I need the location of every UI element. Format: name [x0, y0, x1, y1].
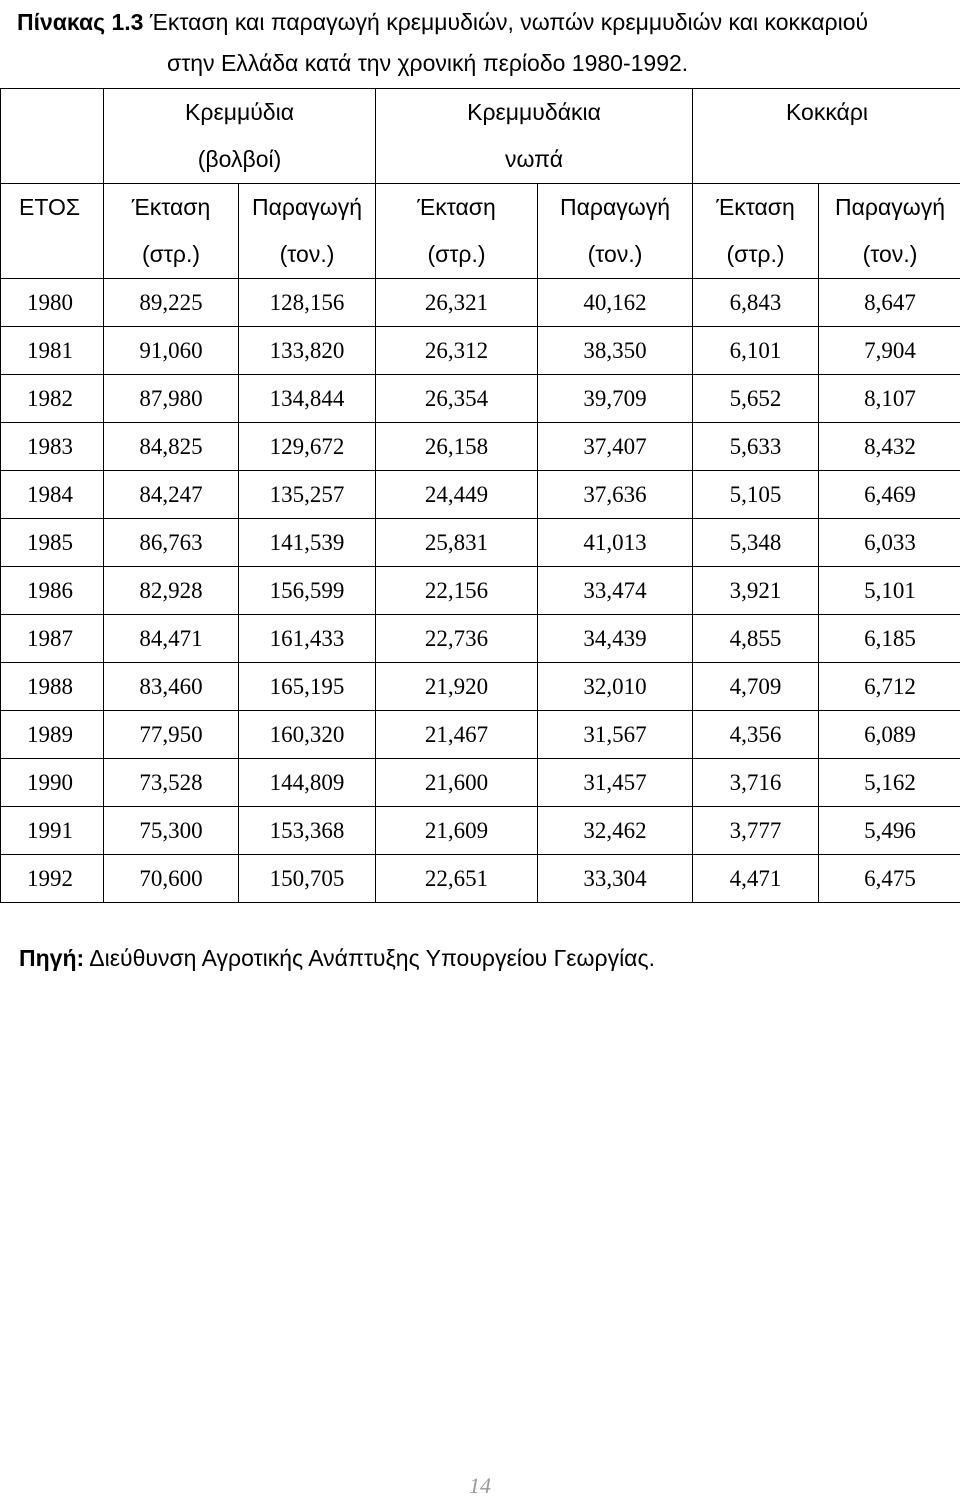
value-cell: 25,831 [376, 519, 538, 567]
table-row [1, 759, 960, 807]
value-cell: 6,089 [819, 711, 960, 759]
value-cell: 160,320 [239, 711, 376, 759]
value-cell: 150,705 [239, 855, 376, 903]
table-body [1, 279, 960, 903]
table-row [1, 327, 960, 375]
value-cell: 135,257 [239, 471, 376, 519]
value-cell: 6,843 [693, 279, 819, 327]
value-cell: 161,433 [239, 615, 376, 663]
value-cell: 84,471 [104, 615, 239, 663]
empty-header-cell [1, 89, 104, 184]
value-cell: 22,156 [376, 567, 538, 615]
value-cell: 39,709 [538, 375, 693, 423]
caption-label: Πίνακας 1.3 [17, 9, 144, 35]
caption-line2: στην Ελλάδα κατά την χρονική περίοδο 1980-1992. [167, 50, 689, 76]
value-cell: 3,777 [693, 807, 819, 855]
value-cell: 34,439 [538, 615, 693, 663]
value-cell: 133,820 [239, 327, 376, 375]
value-cell: 156,599 [239, 567, 376, 615]
value-cell: 21,609 [376, 807, 538, 855]
value-cell: 4,709 [693, 663, 819, 711]
value-cell: 4,471 [693, 855, 819, 903]
value-cell: 6,469 [819, 471, 960, 519]
value-cell: 37,407 [538, 423, 693, 471]
value-cell: 22,736 [376, 615, 538, 663]
year-cell: 1992 [1, 855, 104, 903]
value-cell: 22,651 [376, 855, 538, 903]
sub-header-area: Έκταση (στρ.) [376, 184, 538, 279]
value-cell: 91,060 [104, 327, 239, 375]
production-table [0, 88, 960, 903]
value-cell: 129,672 [239, 423, 376, 471]
value-cell: 26,312 [376, 327, 538, 375]
value-cell: 82,928 [104, 567, 239, 615]
value-cell: 4,356 [693, 711, 819, 759]
value-cell: 26,354 [376, 375, 538, 423]
value-cell: 38,350 [538, 327, 693, 375]
table-row [1, 663, 960, 711]
table-row [1, 711, 960, 759]
sub-header-production: Παραγωγή (τον.) [239, 184, 376, 279]
table-row [1, 807, 960, 855]
group-header-onions: Κρεμμύδια (βολβοί) [104, 89, 376, 184]
value-cell: 33,474 [538, 567, 693, 615]
value-cell: 5,633 [693, 423, 819, 471]
value-cell: 3,716 [693, 759, 819, 807]
value-cell: 5,105 [693, 471, 819, 519]
sub-header-area: Έκταση (στρ.) [104, 184, 239, 279]
value-cell: 5,652 [693, 375, 819, 423]
year-cell: 1991 [1, 807, 104, 855]
value-cell: 32,010 [538, 663, 693, 711]
value-cell: 31,567 [538, 711, 693, 759]
group-header-row [1, 89, 960, 184]
value-cell: 141,539 [239, 519, 376, 567]
value-cell: 24,449 [376, 471, 538, 519]
value-cell: 5,348 [693, 519, 819, 567]
caption-line1: Έκταση και παραγωγή κρεμμυδιών, νωπών κρεμμυδιών και κοκκαριού [143, 9, 869, 35]
year-cell: 1985 [1, 519, 104, 567]
year-cell: 1989 [1, 711, 104, 759]
source-text: Διεύθυνση Αγροτικής Ανάπτυξης Υπουργείου Γεωργίας. [89, 945, 655, 971]
year-cell: 1982 [1, 375, 104, 423]
year-cell: 1984 [1, 471, 104, 519]
value-cell: 73,528 [104, 759, 239, 807]
value-cell: 8,432 [819, 423, 960, 471]
value-cell: 6,712 [819, 663, 960, 711]
value-cell: 37,636 [538, 471, 693, 519]
value-cell: 8,647 [819, 279, 960, 327]
table-row [1, 567, 960, 615]
value-cell: 40,162 [538, 279, 693, 327]
value-cell: 41,013 [538, 519, 693, 567]
value-cell: 6,475 [819, 855, 960, 903]
value-cell: 4,855 [693, 615, 819, 663]
page-number: 14 [469, 1473, 491, 1498]
table-row [1, 279, 960, 327]
value-cell: 5,162 [819, 759, 960, 807]
table-row [1, 471, 960, 519]
value-cell: 21,600 [376, 759, 538, 807]
sub-header-production: Παραγωγή (τον.) [819, 184, 960, 279]
source-label: Πηγή: [19, 945, 85, 971]
value-cell: 77,950 [104, 711, 239, 759]
value-cell: 21,467 [376, 711, 538, 759]
value-cell: 84,825 [104, 423, 239, 471]
year-cell: 1990 [1, 759, 104, 807]
value-cell: 165,195 [239, 663, 376, 711]
value-cell: 5,101 [819, 567, 960, 615]
year-cell: 1987 [1, 615, 104, 663]
sub-header-row [1, 184, 960, 279]
value-cell: 31,457 [538, 759, 693, 807]
value-cell: 75,300 [104, 807, 239, 855]
group-header-sets: Κοκκάρι [693, 89, 960, 184]
group-header-green-onions: Κρεμμυδάκια νωπά [376, 89, 693, 184]
sub-header-area: Έκταση (στρ.) [693, 184, 819, 279]
value-cell: 26,321 [376, 279, 538, 327]
value-cell: 89,225 [104, 279, 239, 327]
table-row [1, 615, 960, 663]
value-cell: 70,600 [104, 855, 239, 903]
value-cell: 7,904 [819, 327, 960, 375]
value-cell: 6,185 [819, 615, 960, 663]
value-cell: 8,107 [819, 375, 960, 423]
table-row [1, 423, 960, 471]
table-row [1, 519, 960, 567]
year-header: ΕΤΟΣ [1, 184, 104, 279]
table-row [1, 375, 960, 423]
value-cell: 21,920 [376, 663, 538, 711]
value-cell: 128,156 [239, 279, 376, 327]
table-caption [17, 2, 952, 84]
value-cell: 87,980 [104, 375, 239, 423]
value-cell: 26,158 [376, 423, 538, 471]
value-cell: 5,496 [819, 807, 960, 855]
year-cell: 1980 [1, 279, 104, 327]
year-cell: 1988 [1, 663, 104, 711]
value-cell: 153,368 [239, 807, 376, 855]
year-cell: 1986 [1, 567, 104, 615]
value-cell: 83,460 [104, 663, 239, 711]
value-cell: 3,921 [693, 567, 819, 615]
value-cell: 6,101 [693, 327, 819, 375]
value-cell: 144,809 [239, 759, 376, 807]
value-cell: 6,033 [819, 519, 960, 567]
source-note [19, 945, 655, 972]
year-cell: 1983 [1, 423, 104, 471]
value-cell: 84,247 [104, 471, 239, 519]
year-cell: 1981 [1, 327, 104, 375]
value-cell: 33,304 [538, 855, 693, 903]
value-cell: 86,763 [104, 519, 239, 567]
value-cell: 134,844 [239, 375, 376, 423]
table-row [1, 855, 960, 903]
value-cell: 32,462 [538, 807, 693, 855]
sub-header-production: Παραγωγή (τον.) [538, 184, 693, 279]
